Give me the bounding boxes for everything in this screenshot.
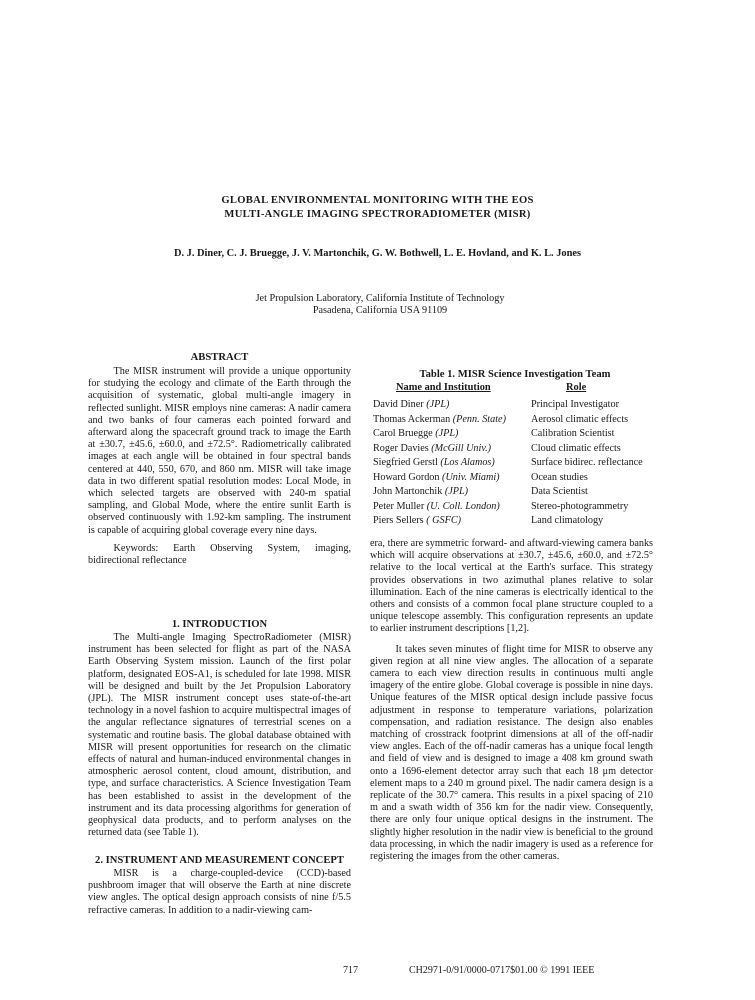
- member-name: Siegfried Gerstl: [373, 457, 438, 468]
- table-1: [370, 368, 660, 529]
- table-row: [373, 500, 660, 515]
- table-cell-name: [373, 514, 461, 528]
- table-row: [373, 442, 660, 457]
- page-number: 717: [343, 965, 358, 976]
- member-name: John Martonchik: [373, 486, 443, 497]
- affiliation-line2: Pasadena, California USA 91109: [312, 305, 448, 316]
- member-institution: ( GSFC): [426, 515, 462, 526]
- table-cell-role: Data Scientist: [531, 486, 588, 497]
- table-title: Table 1. MISR Science Investigation Team: [419, 369, 611, 380]
- table-cell-role: Ocean studies: [531, 471, 588, 483]
- member-name: Carol Bruegge: [373, 428, 433, 439]
- member-name: Roger Davies: [373, 442, 429, 454]
- table-row: [373, 413, 660, 428]
- table-col-name: Name and Institution: [396, 382, 491, 393]
- left-column: [88, 351, 351, 567]
- instrument-heading: 2. INSTRUMENT AND MEASUREMENT CONCEPT: [95, 855, 344, 866]
- paper-title-line2: MULTI-ANGLE IMAGING SPECTRORADIOMETER (MISR): [224, 209, 531, 220]
- member-institution: (Univ. Miami): [442, 471, 500, 483]
- table-cell-role: Principal Investigator: [531, 399, 619, 410]
- affiliation-line1: Jet Propulsion Laboratory, California Institute of Technology: [255, 293, 505, 304]
- table-cell-role: Stereo-photogrammetry: [531, 500, 629, 512]
- member-name: Piers Sellers: [373, 515, 424, 526]
- member-name: David Diner: [373, 399, 424, 410]
- table-cell-name: [373, 442, 491, 456]
- table-cell-name: [373, 456, 495, 470]
- table-cell-name: [373, 413, 506, 427]
- table-row: [373, 514, 660, 529]
- table-row: [373, 398, 660, 413]
- right-column-text: [370, 538, 653, 863]
- table-cell-name: [373, 471, 500, 485]
- member-name: Thomas Ackerman: [373, 413, 451, 425]
- copyright-line: CH2971-0/91/0000-0717$01.00 © 1991 IEEE: [409, 965, 595, 976]
- member-name: Howard Gordon: [373, 471, 440, 483]
- table-row: [373, 471, 660, 486]
- instrument-section: [88, 854, 351, 928]
- member-institution: (JPL): [435, 428, 459, 439]
- table-cell-role: Land climatology: [531, 515, 604, 526]
- instrument-text-part1: MISR is a charge-coupled-device (CCD)-based pushbroom imager that will observe the Earth at nine discrete view angles. The optical design approach consists of nine f/5.5 refractive cameras. In addition to a nadir-viewing cam-: [88, 868, 351, 916]
- table-cell-role: Surface bidirec. reflectance: [531, 457, 643, 468]
- member-institution: (Los Alamos): [440, 457, 495, 468]
- introduction-heading: 1. INTRODUCTION: [171, 619, 268, 630]
- member-name: Peter Muller: [373, 500, 425, 512]
- abstract-heading: ABSTRACT: [190, 352, 249, 363]
- table-body: [370, 398, 660, 529]
- table-row: [373, 427, 660, 442]
- table-cell-role: Aerosol climatic effects: [531, 413, 629, 425]
- member-institution: (U. Coll. London): [426, 500, 500, 512]
- table-cell-name: [373, 485, 468, 499]
- table-row: [373, 456, 660, 471]
- table-cell-role: Cloud climatic effects: [531, 442, 621, 454]
- table-cell-name: [373, 500, 500, 514]
- member-institution: (JPL): [444, 486, 469, 497]
- abstract-body: [88, 366, 351, 567]
- member-institution: (Penn. State): [452, 413, 506, 425]
- table-cell-name: [373, 398, 449, 412]
- instrument-text-continued: era, there are symmetric forward- and aftward-viewing camera banks which will acquire observations at ±30.7, ±45.6, ±60.0, and ±72.5° relative to the local vertical at the Earth's surface. This strategy provides observations in two azimuthal planes relative to solar illumination. Each of the nine cameras is electrically identical to the others and consists of a common focal plane structure coupled to a unique telescope assembly. This configuration represents an update to earlier instrument descriptions [1,2].: [370, 538, 653, 635]
- table-col-role: Role: [566, 382, 587, 393]
- member-institution: (JPL): [426, 399, 450, 410]
- paper-title-line1: GLOBAL ENVIRONMENTAL MONITORING WITH THE EOS: [221, 195, 534, 206]
- introduction-section: [88, 618, 351, 839]
- author-list: D. J. Diner, C. J. Bruegge, J. V. Martonchik, G. W. Bothwell, L. E. Hovland, and K. L. Jones: [173, 248, 582, 259]
- table-row: [373, 485, 660, 500]
- keywords: Keywords: Earth Observing System, imaging, bidirectional reflectance: [88, 542, 351, 567]
- abstract-text: The MISR instrument will provide a unique opportunity for studying the ecology and climate of the Earth through the acquisition of systematic, global multi-angle imagery in reflected sunlight. MISR employs nine cameras: A nadir camera and two banks of four cameras each pointed forward and afterward along the spacecraft ground track to image the Earth at ±30.7, ±45.6, ±60.0, and ±72.5°. Radiometrically calibrated images at each angle will be obtained in four spectral bands centered at 440, 550, 670, and 860 nm. MISR will take image data in two different spatial resolution modes: Local Mode, in which selected targets are observed with 240-m spatial sampling, and Global Mode, where the entire sunlit Earth is observed continuously with 1.92-km sampling. The instrument is capable of acquiring global coverage every nine days.: [88, 366, 351, 536]
- introduction-text: The Multi-angle Imaging SpectroRadiometer (MISR) instrument has been selected for flight as part of the NASA Earth Observing System mission. Launch of the first polar platform, designated EOS-A1, is scheduled for late 1998. MISR will be designed and built by the Jet Propulsion Laboratory (JPL). The MISR instrument concept uses state-of-the-art technology in a novel fashion to acquire multispectral images of the angular reflectance signatures of terrestrial scenes on a systematic and routine basis. The global database obtained with MISR will present opportunities for research on the climatic effects of natural and human-induced environmental changes in atmospheric aerosol content, cloud amount, distribution, and type, and surface characteristics. A Science Investigation Team has been established to assist in the development of the instrument and its data processing algorithms for generation of geophysical data products, and to perform analyses on the returned data (see Table 1).: [88, 632, 351, 839]
- member-institution: (McGill Univ.): [431, 442, 492, 454]
- table-cell-name: [373, 427, 458, 441]
- table-cell-role: Calibration Scientist: [531, 428, 615, 439]
- paragraph-coverage: It takes seven minutes of flight time for MISR to observe any given region at all nine view angles. The allocation of a separate camera to each view direction results in continuous multi angle imagery of the entire globe. Global coverage is possible in nine days. Unique features of the MISR optical design include passive focus adjustment in response to temperature variations, polarization compensation, and radiation resistance. The design also enables matching of crosstrack footprint dimensions at all of the off-nadir view angles. Each of the off-nadir cameras has a unique focal length and field of view and is designed to image a 408 km ground swath onto a 1696-element detector array such that each 18 μm detector element maps to a 240 m ground pixel. The nadir camera design is a replicate of the 30.7° camera. This results in a pixel spacing of 210 m and a swath width of 356 km for the nadir view. Consequently, there are only four unique optical designs in the instrument. The slightly higher resolution in the nadir view is beneficial to the ground data processing, in which the nadir imagery is used as a reference for registering the images from the other cameras.: [370, 643, 653, 863]
